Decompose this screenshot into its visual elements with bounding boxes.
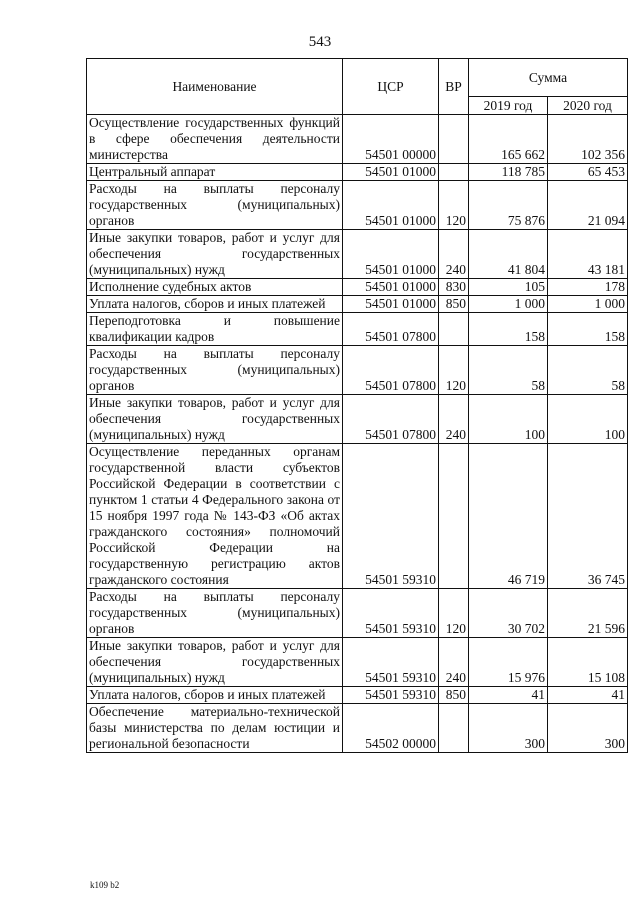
header-csr: ЦСР bbox=[343, 59, 439, 115]
table-row bbox=[87, 638, 628, 687]
header-year-2020: 2020 год bbox=[548, 97, 628, 115]
row-vr bbox=[439, 444, 469, 589]
row-name: Центральный аппарат bbox=[87, 164, 343, 181]
row-csr: 54501 07800 bbox=[343, 395, 439, 444]
row-csr: 54501 00000 bbox=[343, 115, 439, 164]
page-number: 543 bbox=[308, 34, 332, 50]
row-name: Осуществление переданных органам государственной власти субъектов Российской Федерации в соответствии с пунктом 1 статьи 4 Федерального закона от 15 ноября 1997 года № 143-ФЗ «Об актах гражданского состояния» полномочий Российской Федерации на государственную регистрацию актов гражданского состояния bbox=[87, 444, 343, 589]
row-sum-2020: 178 bbox=[548, 279, 628, 296]
row-csr: 54501 01000 bbox=[343, 164, 439, 181]
row-name: Иные закупки товаров, работ и услуг для обеспечения государственных (муниципальных) нужд bbox=[87, 395, 343, 444]
row-name: Иные закупки товаров, работ и услуг для обеспечения государственных (муниципальных) нужд bbox=[87, 230, 343, 279]
table-row bbox=[87, 181, 628, 230]
row-sum-2019: 30 702 bbox=[469, 589, 548, 638]
row-name: Иные закупки товаров, работ и услуг для обеспечения государственных (муниципальных) нужд bbox=[87, 638, 343, 687]
row-sum-2019: 58 bbox=[469, 346, 548, 395]
row-csr: 54501 59310 bbox=[343, 687, 439, 704]
table-row bbox=[87, 115, 628, 164]
row-sum-2019: 165 662 bbox=[469, 115, 548, 164]
row-csr: 54501 07800 bbox=[343, 313, 439, 346]
row-sum-2020: 1 000 bbox=[548, 296, 628, 313]
row-csr: 54501 01000 bbox=[343, 279, 439, 296]
row-sum-2019: 41 bbox=[469, 687, 548, 704]
table-row bbox=[87, 589, 628, 638]
row-sum-2020: 15 108 bbox=[548, 638, 628, 687]
row-vr: 830 bbox=[439, 279, 469, 296]
row-sum-2019: 46 719 bbox=[469, 444, 548, 589]
row-sum-2020: 102 356 bbox=[548, 115, 628, 164]
row-csr: 54502 00000 bbox=[343, 704, 439, 753]
row-vr: 850 bbox=[439, 687, 469, 704]
table-row bbox=[87, 313, 628, 346]
row-csr: 54501 59310 bbox=[343, 638, 439, 687]
row-sum-2019: 105 bbox=[469, 279, 548, 296]
row-sum-2020: 58 bbox=[548, 346, 628, 395]
header-sum: Сумма bbox=[469, 59, 628, 97]
row-csr: 54501 59310 bbox=[343, 444, 439, 589]
row-name: Расходы на выплаты персоналу государственных (муниципальных) органов bbox=[87, 589, 343, 638]
row-sum-2019: 100 bbox=[469, 395, 548, 444]
row-vr: 240 bbox=[439, 230, 469, 279]
budget-table bbox=[86, 58, 628, 753]
row-sum-2020: 43 181 bbox=[548, 230, 628, 279]
table-row bbox=[87, 395, 628, 444]
footer-code: k109 b2 bbox=[90, 880, 120, 890]
row-sum-2019: 1 000 bbox=[469, 296, 548, 313]
table-row bbox=[87, 296, 628, 313]
table-row bbox=[87, 230, 628, 279]
row-csr: 54501 01000 bbox=[343, 181, 439, 230]
row-name: Расходы на выплаты персоналу государственных (муниципальных) органов bbox=[87, 181, 343, 230]
header-name: Наименование bbox=[87, 59, 343, 115]
row-vr: 120 bbox=[439, 181, 469, 230]
row-sum-2020: 21 094 bbox=[548, 181, 628, 230]
row-vr: 120 bbox=[439, 589, 469, 638]
row-vr: 240 bbox=[439, 395, 469, 444]
table-row bbox=[87, 687, 628, 704]
row-csr: 54501 07800 bbox=[343, 346, 439, 395]
table-row bbox=[87, 704, 628, 753]
row-name: Расходы на выплаты персоналу государственных (муниципальных) органов bbox=[87, 346, 343, 395]
row-sum-2020: 65 453 bbox=[548, 164, 628, 181]
row-csr: 54501 01000 bbox=[343, 296, 439, 313]
row-vr bbox=[439, 704, 469, 753]
header-vr: ВР bbox=[439, 59, 469, 115]
row-sum-2020: 158 bbox=[548, 313, 628, 346]
row-name: Исполнение судебных актов bbox=[87, 279, 343, 296]
row-sum-2020: 300 bbox=[548, 704, 628, 753]
row-sum-2019: 41 804 bbox=[469, 230, 548, 279]
row-sum-2020: 41 bbox=[548, 687, 628, 704]
row-vr bbox=[439, 313, 469, 346]
row-sum-2019: 158 bbox=[469, 313, 548, 346]
row-name: Переподготовка и повышение квалификации кадров bbox=[87, 313, 343, 346]
table-row bbox=[87, 346, 628, 395]
row-vr: 120 bbox=[439, 346, 469, 395]
row-csr: 54501 01000 bbox=[343, 230, 439, 279]
table-row bbox=[87, 164, 628, 181]
header-year-2019: 2019 год bbox=[469, 97, 548, 115]
row-vr bbox=[439, 115, 469, 164]
row-csr: 54501 59310 bbox=[343, 589, 439, 638]
table-row bbox=[87, 444, 628, 589]
row-sum-2019: 118 785 bbox=[469, 164, 548, 181]
row-sum-2020: 21 596 bbox=[548, 589, 628, 638]
row-vr: 240 bbox=[439, 638, 469, 687]
row-name: Уплата налогов, сборов и иных платежей bbox=[87, 687, 343, 704]
row-sum-2020: 100 bbox=[548, 395, 628, 444]
row-sum-2019: 75 876 bbox=[469, 181, 548, 230]
row-vr bbox=[439, 164, 469, 181]
row-sum-2020: 36 745 bbox=[548, 444, 628, 589]
row-vr: 850 bbox=[439, 296, 469, 313]
row-name: Уплата налогов, сборов и иных платежей bbox=[87, 296, 343, 313]
row-name: Осуществление государственных функций в сфере обеспечения деятельности министерства bbox=[87, 115, 343, 164]
row-sum-2019: 300 bbox=[469, 704, 548, 753]
table-row bbox=[87, 279, 628, 296]
row-name: Обеспечение материально-технической базы министерства по делам юстиции и региональной безопасности bbox=[87, 704, 343, 753]
row-sum-2019: 15 976 bbox=[469, 638, 548, 687]
